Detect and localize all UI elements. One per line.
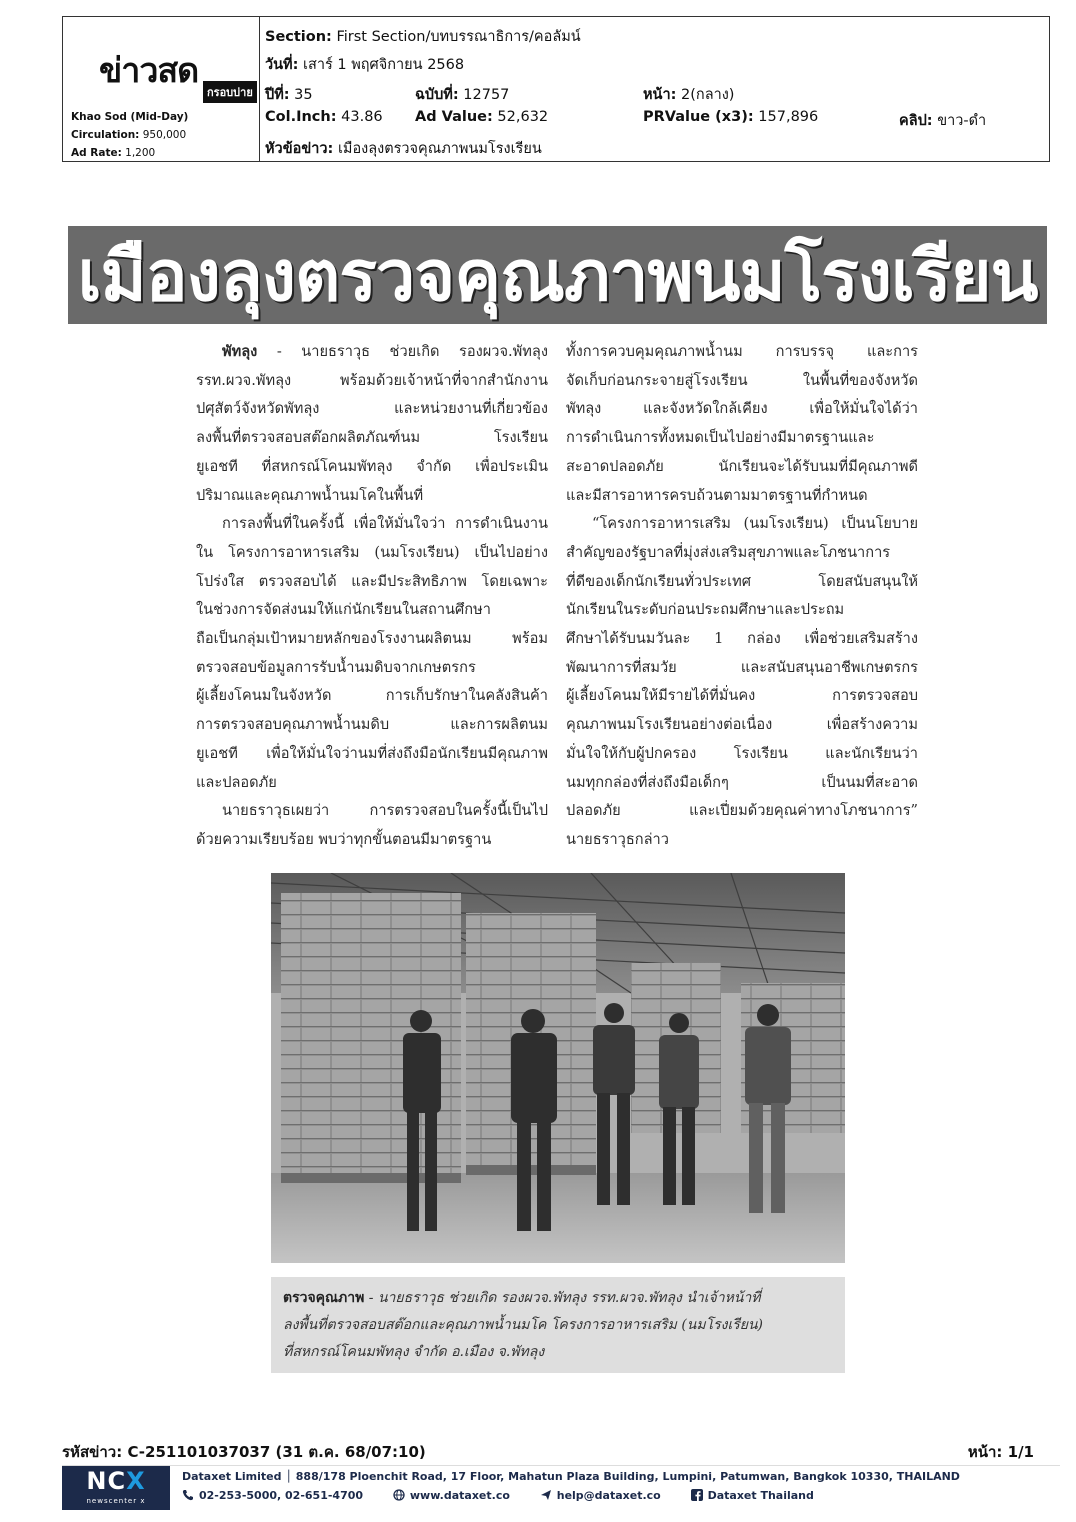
section-field: Section: First Section/บทบรรณาธิการ/คอลัมน์ [265,29,581,45]
issue-field: ฉบับที่: 12757 [415,87,510,103]
article-line [196,596,548,625]
address: 888/178 Ploenchit Road, 17 Floor, Mahatun Plaza Building, Lumpini, Patumwan, Bangkok 10330, THAILAND [295,1470,960,1483]
website-link[interactable]: www.dataxet.co [393,1489,510,1502]
contact-line [182,1489,840,1502]
circulation: Circulation: 950,000 [71,129,187,141]
article-column-1 [196,338,548,855]
clipping-header [62,16,1050,162]
article-column-2 [566,338,918,855]
caption-line-2: ลงพื้นที่ตรวจสอบสต๊อกและคุณภาพน้ำนมโค โครงการอาหารเสริม (นมโรงเรียน) [283,1317,764,1333]
article-line-text: - นายธราวุธ ช่วยเกิด รองผวจ.พัทลุง [257,343,548,360]
article-line-text: การลงพื้นที่ในครั้งนี้ เพื่อให้มั่นใจว่า การดำเนินงาน [222,515,548,533]
article-line-text: จัดเก็บก่อนกระจายสู่โรงเรียน ในพื้นที่ของจังหวัด [566,371,918,389]
prvalue-field: PRValue (x3): 157,896 [643,109,819,125]
article-line [196,826,548,855]
article-line [196,769,548,798]
article-line [566,711,918,740]
article-line-text: ศึกษาได้รับนมวันละ 1 กล่อง เพื่อช่วยเสริมสร้าง [566,630,918,648]
globe-icon [393,1489,405,1501]
article-line [566,769,918,798]
article-line [196,740,548,769]
article-line-text: การตรวจสอบคุณภาพน้ำนมดิบ และการผลิตนม [196,716,548,734]
caption-line-3: ที่สหกรณ์โคนมพัทลุง จำกัด อ.เมือง จ.พัทลุง [283,1344,545,1360]
warehouse-inspection-photo [271,873,845,1263]
article-line [566,338,918,367]
article-line-text: ถือเป็นกลุ่มเป้าหมายหลักของโรงงานผลิตนม พร้อม [196,630,548,648]
article-line-text: นมทุกกล่องที่ส่งถึงมือเด็กๆ เป็นนมที่สะอาด [566,773,918,791]
article-line-text: ตรวจสอบข้อมูลการรับน้ำนมดิบจากเกษตรกร [196,658,476,676]
article-line-text: ที่ดีของเด็กนักเรียนทั่วประเทศ โดยสนับสนุนให้ [566,572,918,590]
page-field: หน้า: 2(กลาง) [643,87,735,103]
facebook-icon [691,1489,703,1501]
article-line [196,568,548,597]
article-line-text: พัทลุง และจังหวัดใกล้เคียง เพื่อให้มั่นใจได้ว่า [566,400,918,418]
article-line-text: ยูเอชที เพื่อให้มั่นใจว่านมที่ส่งถึงมือนักเรียนมีคุณภาพ [196,744,548,762]
article-line [196,682,548,711]
article-line [196,797,548,826]
phone-contact: 02-253-5000, 02-651-4700 [182,1489,363,1502]
caption-title: ตรวจคุณภาพ [283,1290,365,1306]
ncx-logo: NCX newscenter x [62,1466,170,1510]
article-line [196,453,548,482]
article-line [566,395,918,424]
article-line [566,596,918,625]
footer-bar [62,1465,1060,1510]
publication-panel [63,17,260,161]
article-line-text: “โครงการอาหารเสริม (นมโรงเรียน) เป็นนโยบาย [592,515,918,533]
article-line-text: สำคัญของรัฐบาลที่มุ่งส่งเสริมสุขภาพและโภชนาการ [566,543,891,561]
article-line-text: มั่นใจให้กับผู้ปกครอง โรงเรียน และนักเรียนว่า [566,744,918,762]
email-link[interactable]: help@dataxet.co [540,1489,661,1502]
article-line [196,367,548,396]
article-line [566,682,918,711]
article-headline [68,226,1047,324]
article-line [196,424,548,453]
article-line [566,424,918,453]
ad-rate: Ad Rate: 1,200 [71,147,156,159]
publication-name: Khao Sod (Mid-Day) [71,111,189,123]
article-line-text: ปลอดภัย และเปี่ยมด้วยคุณค่าทางโภชนาการ” [566,802,918,820]
topic-field: หัวข้อข่าว: เมืองลุงตรวจคุณภาพนมโรงเรียน [265,141,542,157]
article-line [566,797,918,826]
company-address: Dataxet Limited │ 888/178 Ploenchit Road, 17 Floor, Mahatun Plaza Building, Lumpini, Patumwan, Bangkok 10330, THAILAND [182,1470,960,1483]
article-line-text: และมีสารอาหารครบถ้วนตามมาตรฐานที่กำหนด [566,486,868,504]
newspaper-logo: ข่าวสด [99,51,199,91]
article-line-text: พัฒนาการที่สมวัย และสนับสนุนอาชีพเกษตรกร [566,658,918,676]
caption-line-1: - นายธราวุธ ช่วยเกิด รองผวจ.พัทลุง รรท.ผวจ.พัทลุง นำเจ้าหน้าที่ [364,1290,761,1306]
article-line-text: ทั้งการควบคุมคุณภาพน้ำนม การบรรจุ และการ [566,343,918,360]
article-line-text: ผู้เลี้ยงโคนมให้มีรายได้ที่มั่นคง การตรวจสอบ [566,687,918,705]
article-line [196,338,548,367]
date-field: วันที่: เสาร์ 1 พฤศจิกายน 2568 [265,57,465,73]
send-icon [540,1489,552,1501]
article-line [566,510,918,539]
news-code: รหัสข่าว: C-251101037037 (31 ต.ค. 68/07:10) [62,1443,426,1461]
article-line [566,367,918,396]
company-name: Dataxet Limited [182,1470,282,1483]
dateline: พัทลุง [222,343,258,360]
clip-field: คลิป: ขาว-ดำ [899,113,987,129]
facebook-link[interactable]: Dataxet Thailand [691,1489,814,1502]
advalue-field: Ad Value: 52,632 [415,109,549,125]
article-line [566,826,918,855]
article-line [566,482,918,511]
article-line [196,539,548,568]
page-number: หน้า: 1/1 [967,1443,1034,1461]
headline-text: เมืองลุงตรวจคุณภาพนมโรงเรียน [77,233,1038,317]
article-line [566,568,918,597]
article-line [566,453,918,482]
article-line-text: นายธราวุธกล่าว [566,830,669,848]
article-line-text: ยูเอชที ที่สหกรณ์โคนมพัทลุง จำกัด เพื่อประเมิน [196,457,548,475]
article-line [566,625,918,654]
article-line-text: นักเรียนในระดับก่อนประถมศึกษาและประถม [566,601,845,619]
article-line-text: สะอาดปลอดภัย นักเรียนจะได้รับนมที่มีคุณภาพดี [566,457,918,475]
photo-caption [271,1277,845,1373]
article-line-text: การดำเนินการทั้งหมดเป็นไปอย่างมีมาตรฐานและ [566,429,875,447]
article-line-text: ลงพื้นที่ตรวจสอบสต๊อกผลิตภัณฑ์นม โรงเรียน [196,429,548,447]
article-line [566,539,918,568]
year-field: ปีที่: 35 [265,87,313,103]
phone-icon [182,1489,194,1501]
newspaper-logo-edition: กรอบบ่าย [203,81,257,103]
colinch-field: Col.Inch: 43.86 [265,109,383,125]
article-line [566,654,918,683]
article-line [196,625,548,654]
article-line [196,395,548,424]
article-line-text: โปร่งใส ตรวจสอบได้ และมีประสิทธิภาพ โดยเฉพาะ [196,572,548,590]
article-line-text: รรท.ผวจ.พัทลุง พร้อมด้วยเจ้าหน้าที่จากสำนักงาน [196,371,548,389]
news-photo [271,873,845,1263]
article-line [196,482,548,511]
article-line-text: ด้วยความเรียบร้อย พบว่าทุกขั้นตอนมีมาตรฐาน [196,830,492,848]
article-line-text: ในช่วงการจัดส่งนมให้แก่นักเรียนในสถานศึกษา [196,601,491,619]
article-line [196,711,548,740]
article-line-text: นายธราวุธเผยว่า การตรวจสอบในครั้งนี้เป็นไป [222,802,548,820]
article-line [196,510,548,539]
article-line-text: และปลอดภัย [196,773,277,791]
article-line [566,740,918,769]
article-line-text: คุณภาพนมโรงเรียนอย่างต่อเนื่อง เพื่อสร้างความ [566,716,918,734]
article-line-text: ใน โครงการอาหารเสริม (นมโรงเรียน) เป็นไปอย่าง [196,543,548,561]
article-line-text: ปริมาณและคุณภาพน้ำนมโคในพื้นที่ [196,486,424,504]
article-line-text: ผู้เลี้ยงโคนมในจังหวัด การเก็บรักษาในคลังสินค้า [196,687,548,705]
article-line-text: ปศุสัตว์จังหวัดพัทลุง และหน่วยงานที่เกี่ยวข้อง [196,400,548,418]
article-line [196,654,548,683]
